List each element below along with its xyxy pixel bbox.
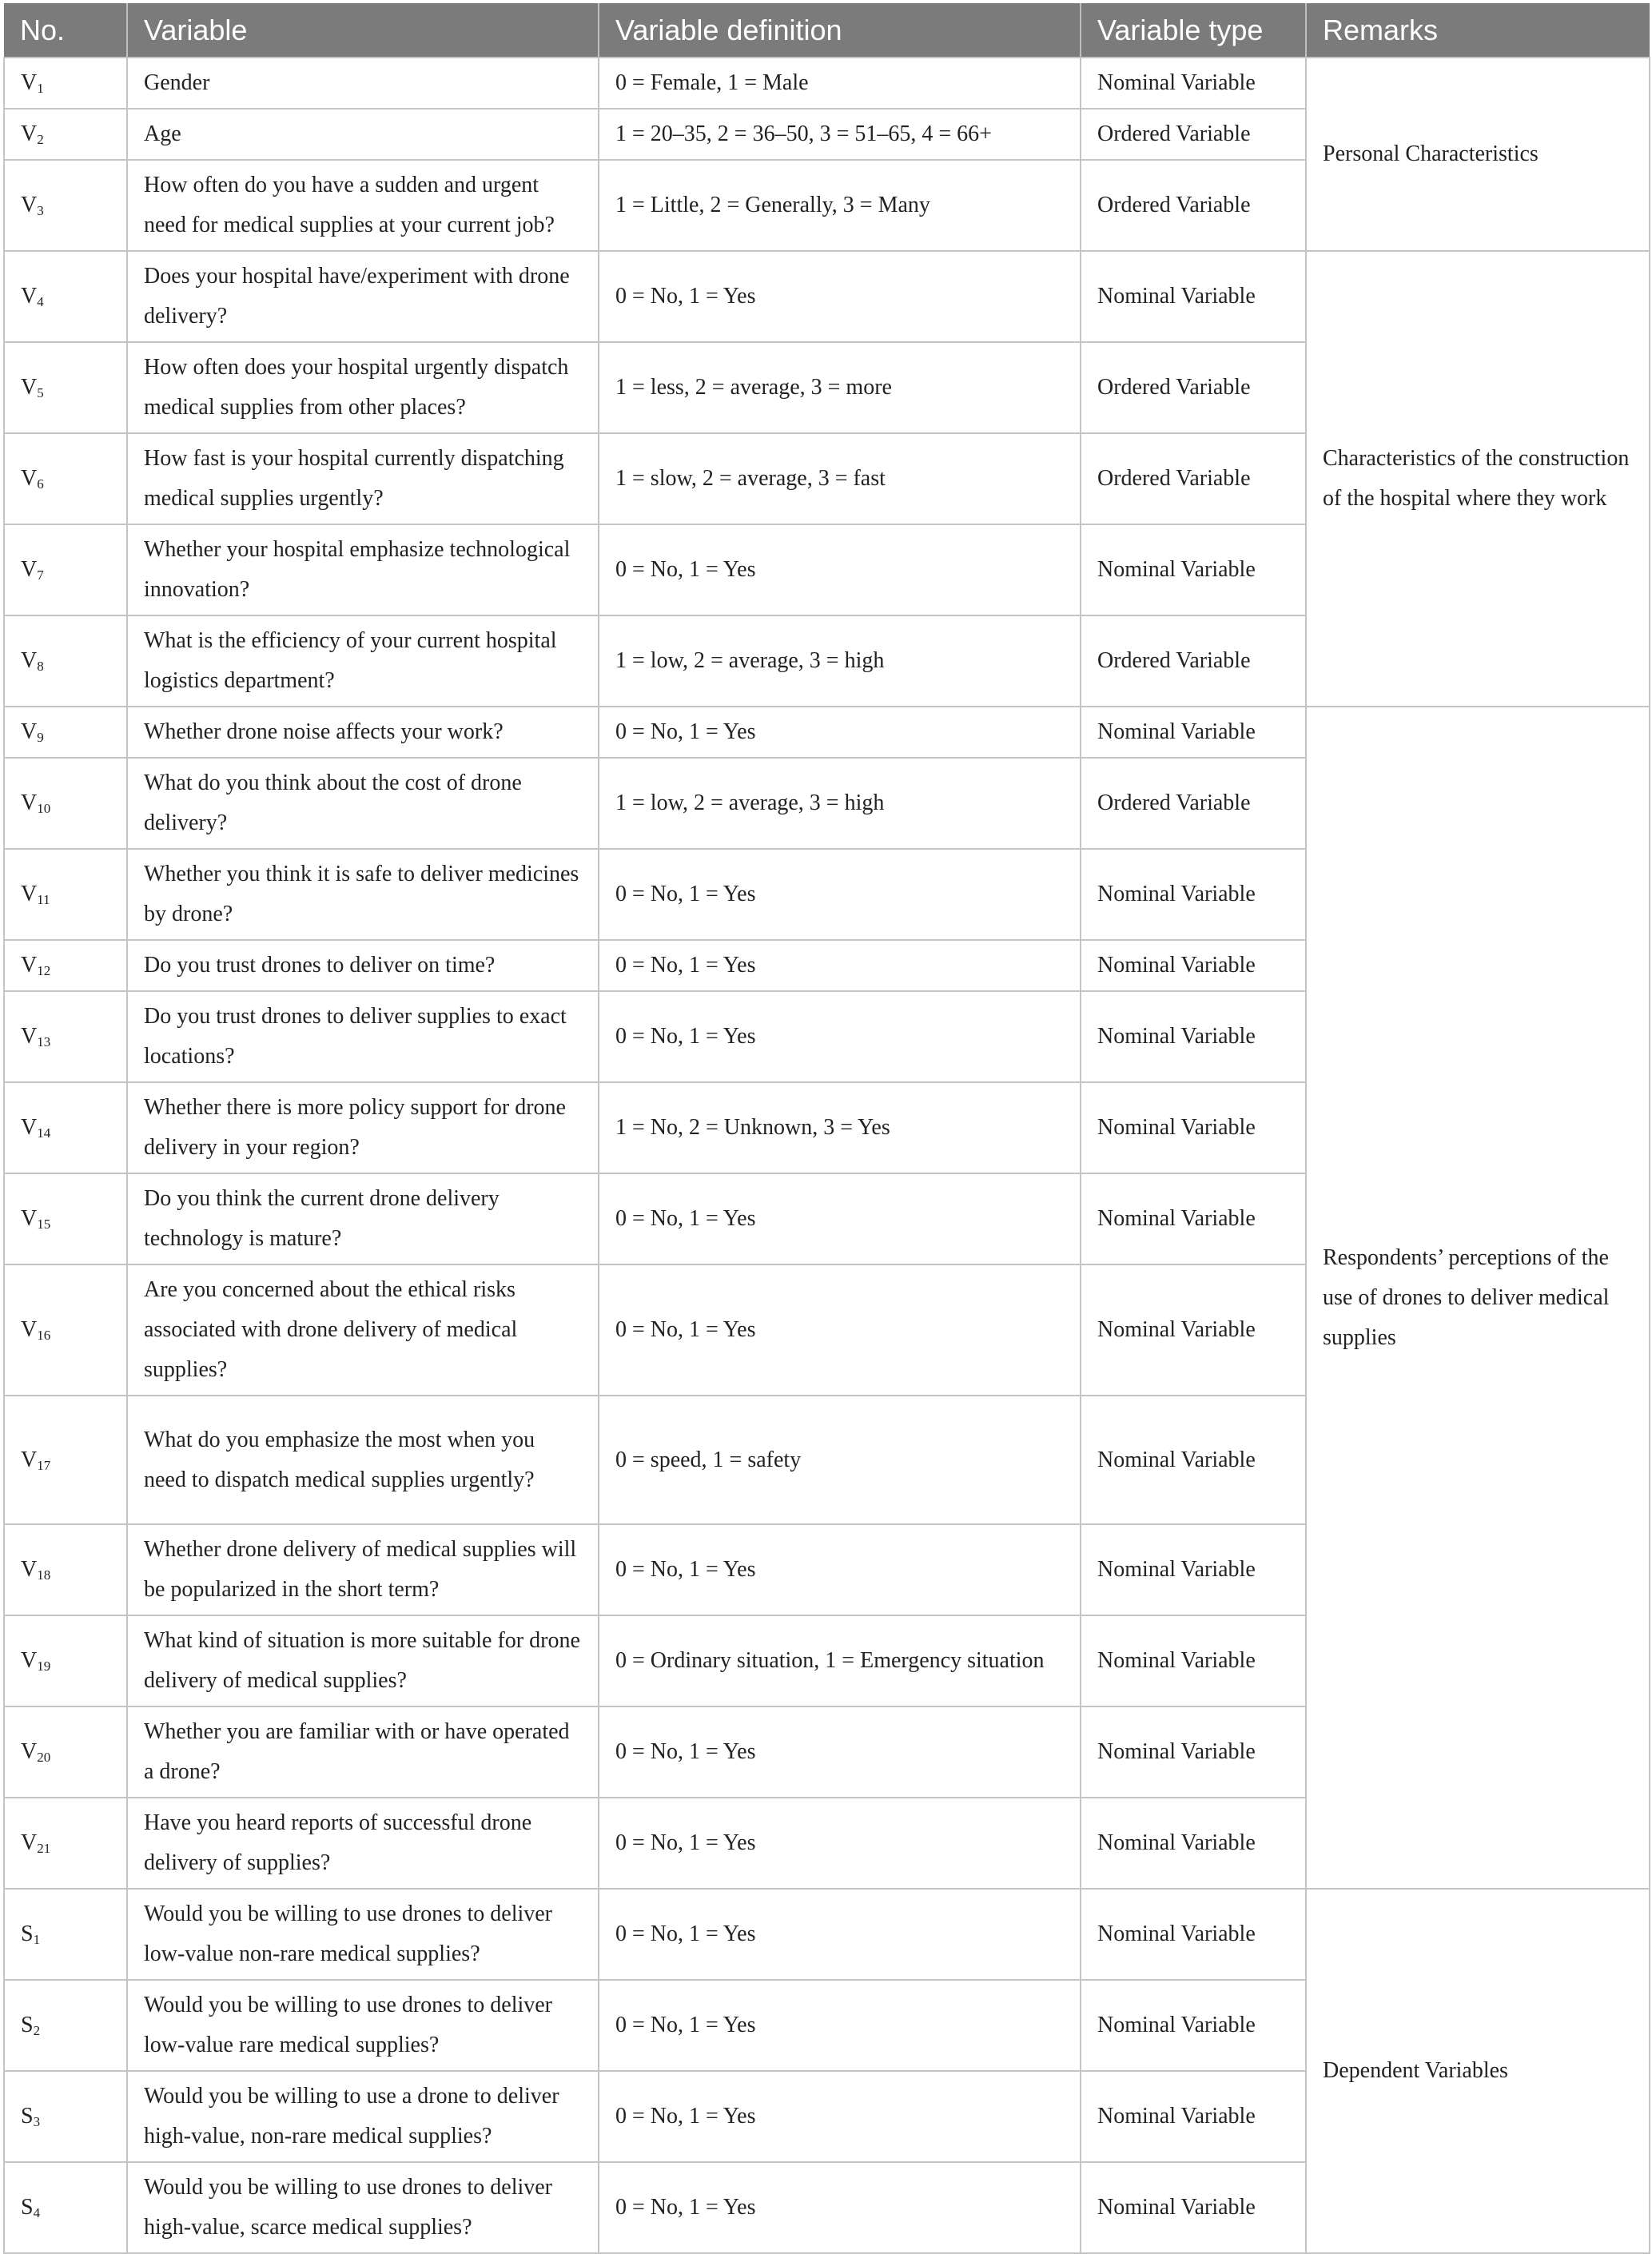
- header-definition: Variable definition: [599, 3, 1081, 58]
- cell-definition: 0 = No, 1 = Yes: [599, 940, 1081, 991]
- header-no: No.: [4, 3, 127, 58]
- cell-variable: How often do you have a sudden and urgent need for medical supplies at your current job?: [127, 160, 599, 251]
- cell-definition: 0 = No, 1 = Yes: [599, 2071, 1081, 2162]
- cell-no: $V_9$: [4, 707, 127, 758]
- cell-definition: 0 = No, 1 = Yes: [599, 524, 1081, 615]
- cell-type: Ordered Variable: [1081, 615, 1306, 707]
- table-row: [4, 251, 1650, 342]
- cell-type: Nominal Variable: [1081, 1798, 1306, 1889]
- cell-variable: Would you be willing to use drones to deliver low-value non-rare medical supplies?: [127, 1889, 599, 1980]
- header-type: Variable type: [1081, 3, 1306, 58]
- cell-definition: 1 = low, 2 = average, 3 = high: [599, 615, 1081, 707]
- cell-variable: Would you be willing to use a drone to deliver high-value, non-rare medical supplies?: [127, 2071, 599, 2162]
- cell-definition: 0 = No, 1 = Yes: [599, 251, 1081, 342]
- cell-remark: Characteristics of the construction of the hospital where they work: [1306, 251, 1650, 707]
- cell-definition: 1 = less, 2 = average, 3 = more: [599, 342, 1081, 433]
- cell-type: Ordered Variable: [1081, 758, 1306, 849]
- header-row: [4, 3, 1650, 58]
- cell-definition: 0 = No, 1 = Yes: [599, 1173, 1081, 1264]
- cell-variable: Do you trust drones to deliver supplies to exact locations?: [127, 991, 599, 1082]
- cell-variable: Whether drone delivery of medical supplies will be popularized in the short term?: [127, 1524, 599, 1615]
- cell-definition: 0 = No, 1 = Yes: [599, 1798, 1081, 1889]
- variables-table: [3, 3, 1650, 2254]
- cell-type: Nominal Variable: [1081, 1082, 1306, 1173]
- cell-variable: Whether there is more policy support for drone delivery in your region?: [127, 1082, 599, 1173]
- cell-type: Nominal Variable: [1081, 1173, 1306, 1264]
- cell-no: $V_{10}$: [4, 758, 127, 849]
- table-row: [4, 1889, 1650, 1980]
- cell-type: Nominal Variable: [1081, 1615, 1306, 1706]
- cell-no: $V_3$: [4, 160, 127, 251]
- cell-definition: 0 = No, 1 = Yes: [599, 849, 1081, 940]
- cell-type: Nominal Variable: [1081, 1264, 1306, 1396]
- cell-definition: 0 = No, 1 = Yes: [599, 1524, 1081, 1615]
- cell-variable: Age: [127, 109, 599, 160]
- cell-no: $V_{18}$: [4, 1524, 127, 1615]
- cell-no: $V_7$: [4, 524, 127, 615]
- cell-variable: Whether your hospital emphasize technological innovation?: [127, 524, 599, 615]
- cell-no: $V_{13}$: [4, 991, 127, 1082]
- cell-variable: Does your hospital have/experiment with drone delivery?: [127, 251, 599, 342]
- cell-variable: Whether drone noise affects your work?: [127, 707, 599, 758]
- table-row: [4, 707, 1650, 758]
- cell-type: Nominal Variable: [1081, 1396, 1306, 1524]
- cell-definition: 0 = No, 1 = Yes: [599, 1706, 1081, 1798]
- cell-definition: 0 = No, 1 = Yes: [599, 2162, 1081, 2253]
- cell-no: $V_1$: [4, 58, 127, 109]
- cell-no: $S_1$: [4, 1889, 127, 1980]
- cell-definition: 1 = 20–35, 2 = 36–50, 3 = 51–65, 4 = 66+: [599, 109, 1081, 160]
- cell-variable: Would you be willing to use drones to deliver low-value rare medical supplies?: [127, 1980, 599, 2071]
- cell-type: Ordered Variable: [1081, 160, 1306, 251]
- table-row: [4, 58, 1650, 109]
- cell-definition: 0 = No, 1 = Yes: [599, 991, 1081, 1082]
- cell-type: Nominal Variable: [1081, 849, 1306, 940]
- header-variable: Variable: [127, 3, 599, 58]
- cell-type: Nominal Variable: [1081, 58, 1306, 109]
- cell-variable: What kind of situation is more suitable for drone delivery of medical supplies?: [127, 1615, 599, 1706]
- cell-variable: What do you think about the cost of drone delivery?: [127, 758, 599, 849]
- cell-type: Nominal Variable: [1081, 940, 1306, 991]
- cell-variable: Have you heard reports of successful drone delivery of supplies?: [127, 1798, 599, 1889]
- cell-type: Ordered Variable: [1081, 109, 1306, 160]
- cell-type: Nominal Variable: [1081, 1980, 1306, 2071]
- cell-type: Ordered Variable: [1081, 342, 1306, 433]
- cell-no: $V_2$: [4, 109, 127, 160]
- cell-definition: 0 = No, 1 = Yes: [599, 1980, 1081, 2071]
- cell-no: $S_2$: [4, 1980, 127, 2071]
- cell-no: $V_{19}$: [4, 1615, 127, 1706]
- cell-variable: Do you think the current drone delivery technology is mature?: [127, 1173, 599, 1264]
- cell-definition: 1 = slow, 2 = average, 3 = fast: [599, 433, 1081, 524]
- cell-variable: Do you trust drones to deliver on time?: [127, 940, 599, 991]
- cell-variable: What is the efficiency of your current hospital logistics department?: [127, 615, 599, 707]
- cell-type: Nominal Variable: [1081, 2071, 1306, 2162]
- cell-definition: 0 = Female, 1 = Male: [599, 58, 1081, 109]
- cell-type: Nominal Variable: [1081, 1706, 1306, 1798]
- cell-no: $V_{11}$: [4, 849, 127, 940]
- cell-no: $V_6$: [4, 433, 127, 524]
- cell-variable: How often does your hospital urgently dispatch medical supplies from other places?: [127, 342, 599, 433]
- cell-remark: Respondents’ perceptions of the use of drones to deliver medical supplies: [1306, 707, 1650, 1889]
- cell-variable: Would you be willing to use drones to deliver high-value, scarce medical supplies?: [127, 2162, 599, 2253]
- cell-type: Nominal Variable: [1081, 707, 1306, 758]
- cell-variable: How fast is your hospital currently dispatching medical supplies urgently?: [127, 433, 599, 524]
- cell-definition: 0 = No, 1 = Yes: [599, 1264, 1081, 1396]
- cell-remark: Dependent Variables: [1306, 1889, 1650, 2253]
- cell-variable: Are you concerned about the ethical risks associated with drone delivery of medical supplies?: [127, 1264, 599, 1396]
- cell-no: $V_{14}$: [4, 1082, 127, 1173]
- cell-no: $V_8$: [4, 615, 127, 707]
- cell-type: Nominal Variable: [1081, 2162, 1306, 2253]
- cell-no: $S_3$: [4, 2071, 127, 2162]
- cell-no: $V_{12}$: [4, 940, 127, 991]
- cell-variable: Gender: [127, 58, 599, 109]
- cell-no: $V_{20}$: [4, 1706, 127, 1798]
- cell-variable: Whether you are familiar with or have operated a drone?: [127, 1706, 599, 1798]
- cell-type: Nominal Variable: [1081, 1889, 1306, 1980]
- cell-no: $V_{21}$: [4, 1798, 127, 1889]
- cell-definition: 0 = Ordinary situation, 1 = Emergency situation: [599, 1615, 1081, 1706]
- cell-definition: 0 = No, 1 = Yes: [599, 707, 1081, 758]
- header-remarks: Remarks: [1306, 3, 1650, 58]
- cell-definition: 1 = low, 2 = average, 3 = high: [599, 758, 1081, 849]
- cell-variable: What do you emphasize the most when you need to dispatch medical supplies urgently?: [127, 1396, 599, 1524]
- cell-no: $S_4$: [4, 2162, 127, 2253]
- cell-definition: 1 = No, 2 = Unknown, 3 = Yes: [599, 1082, 1081, 1173]
- cell-type: Nominal Variable: [1081, 991, 1306, 1082]
- cell-type: Nominal Variable: [1081, 524, 1306, 615]
- cell-variable: Whether you think it is safe to deliver medicines by drone?: [127, 849, 599, 940]
- cell-no: $V_{17}$: [4, 1396, 127, 1524]
- cell-definition: 1 = Little, 2 = Generally, 3 = Many: [599, 160, 1081, 251]
- cell-type: Nominal Variable: [1081, 251, 1306, 342]
- cell-type: Ordered Variable: [1081, 433, 1306, 524]
- cell-no: $V_5$: [4, 342, 127, 433]
- cell-definition: 0 = speed, 1 = safety: [599, 1396, 1081, 1524]
- cell-no: $V_4$: [4, 251, 127, 342]
- cell-type: Nominal Variable: [1081, 1524, 1306, 1615]
- cell-definition: 0 = No, 1 = Yes: [599, 1889, 1081, 1980]
- cell-remark: Personal Characteristics: [1306, 58, 1650, 251]
- cell-no: $V_{16}$: [4, 1264, 127, 1396]
- cell-no: $V_{15}$: [4, 1173, 127, 1264]
